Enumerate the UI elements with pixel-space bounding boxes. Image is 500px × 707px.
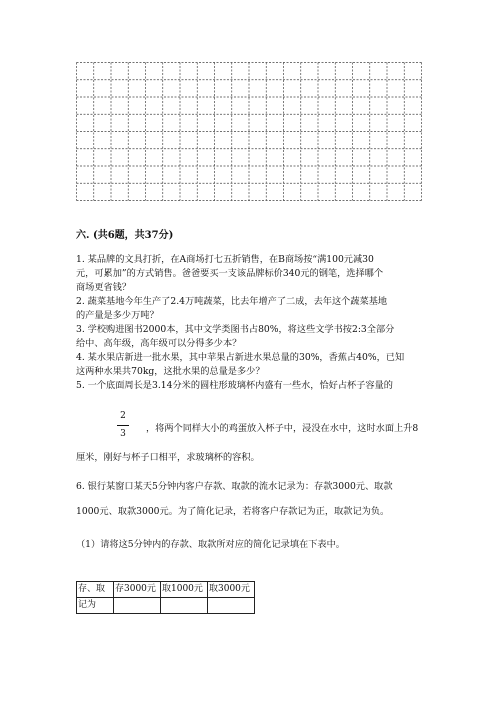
answer-grid bbox=[76, 62, 422, 202]
table-cell: 记为 bbox=[77, 598, 114, 614]
answer-cell[interactable] bbox=[114, 598, 161, 614]
question-5-line-1: 5. 一个底面周长是3.14分米的圆柱形玻璃杯内盛有一些水，恰好占杯子容量的 bbox=[76, 380, 393, 391]
question-5-line-3: 厘米，刚好与杯子口相平，求玻璃杯的容积。 bbox=[76, 452, 260, 463]
fraction-denominator: 3 bbox=[120, 429, 126, 439]
question-1-line-3: 商场更省钱？ bbox=[76, 282, 132, 293]
question-1-line-2: 元，可累加”的方式销售。爸爸要买一支该品牌标价340元的钢笔，选择哪个 bbox=[76, 268, 384, 279]
table-row bbox=[77, 582, 255, 598]
section-heading: 六. (共6题，共37分) bbox=[76, 230, 174, 241]
table-row bbox=[77, 598, 255, 614]
question-5-line-2: ，将两个同样大小的鸡蛋放入杯子中，浸没在水中，这时水面上升8 bbox=[146, 423, 419, 434]
question-4-line-1: 4. 某水果店新进一批水果，其中苹果占新进水果总量的30%，香蕉占40%，已知 bbox=[76, 352, 405, 363]
question-2-line-1: 2. 蔬菜基地今年生产了2.4万吨蔬菜，比去年增产了二成，去年这个蔬菜基地 bbox=[76, 296, 388, 307]
question-6-subquestion-1: （1）请将这5分钟内的存款、取款所对应的简化记录填在下表中。 bbox=[76, 539, 345, 550]
fraction-two-thirds bbox=[117, 412, 129, 439]
table-cell: 取3000元 bbox=[208, 582, 255, 598]
table-cell: 存、取 bbox=[77, 582, 114, 598]
answer-cell[interactable] bbox=[208, 598, 255, 614]
table-cell: 取1000元 bbox=[161, 582, 208, 598]
fraction-numerator: 2 bbox=[120, 411, 126, 421]
question-3-line-1: 3. 学校购进图书2000本，其中文学类图书占80%，将这些文学书按2:3全部分 bbox=[76, 324, 395, 335]
question-6-line-1: 6. 银行某窗口某天5分钟内客户存款、取款的流水记录为：存款3000元、取款 bbox=[76, 481, 393, 492]
table-cell: 存3000元 bbox=[114, 582, 161, 598]
question-1-line-1: 1. 某品牌的文具打折，在A商场打七五折销售，在B商场按“满100元减30 bbox=[76, 254, 374, 265]
answer-cell[interactable] bbox=[161, 598, 208, 614]
question-2-line-2: 的产量是多少万吨？ bbox=[76, 310, 159, 321]
fraction-bar bbox=[117, 425, 129, 426]
question-6-line-2: 1000元、取款3000元。为了简化记录，若将客户存款记为正，取款记为负。 bbox=[76, 506, 390, 517]
question-3-line-2: 给中、高年级，高年级可以分得多少本？ bbox=[76, 338, 242, 349]
question-4-line-2: 这两种水果共70kg，这批水果的总量是多少？ bbox=[76, 366, 265, 377]
deposit-withdrawal-table bbox=[76, 581, 255, 614]
